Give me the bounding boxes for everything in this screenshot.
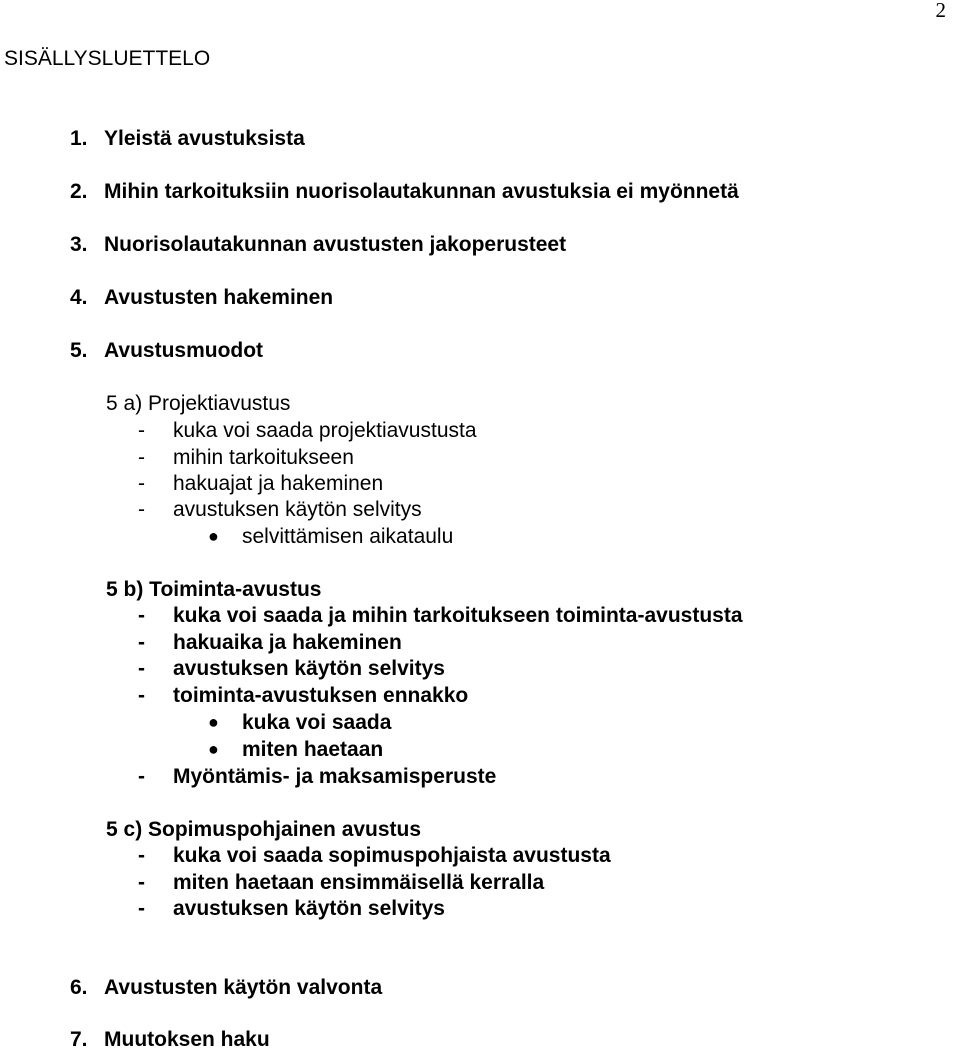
section-heading-5b: 5 b) Toiminta-avustus (106, 578, 322, 601)
section-heading-5c: 5 c) Sopimuspohjainen avustus (106, 818, 422, 841)
dash-item (138, 446, 354, 470)
dash-item (138, 498, 422, 522)
toc-item-2 (70, 180, 739, 204)
toc-item-label: Yleistä avustuksista (104, 127, 305, 150)
bullet-icon: ● (208, 712, 219, 732)
dash-item (138, 631, 402, 655)
toc-item-3 (70, 233, 566, 257)
toc-item-label: Muutoksen haku (104, 1028, 270, 1051)
dash-marker: - (138, 498, 145, 521)
dash-item (138, 419, 477, 443)
dash-item (138, 472, 383, 496)
dash-item (138, 604, 743, 628)
dash-item-label: hakuajat ja hakeminen (173, 472, 384, 495)
toc-item-label: Nuorisolautakunnan avustusten jakoperusteet (104, 233, 567, 256)
dash-item-label: toiminta-avustuksen ennakko (173, 684, 469, 707)
bullet-item-label: selvittämisen aikataulu (242, 525, 454, 548)
toc-item-6 (70, 976, 382, 1000)
toc-item-label: Mihin tarkoituksiin nuorisolautakunnan avustuksia ei myönnetä (104, 180, 739, 203)
toc-item-1 (70, 127, 305, 151)
dash-marker: - (138, 844, 145, 867)
toc-item-number: 5. (70, 339, 88, 362)
dash-item-label: kuka voi saada sopimuspohjaista avustusta (173, 844, 611, 867)
dash-item-label: avustuksen käytön selvitys (173, 657, 445, 680)
page-number: 2 (935, 0, 946, 22)
toc-item-number: 2. (70, 180, 88, 203)
dash-item-label: avustuksen käytön selvitys (173, 498, 422, 521)
toc-item-5 (70, 339, 263, 363)
dash-marker: - (138, 419, 145, 442)
toc-item-4 (70, 286, 333, 310)
dash-item-label: mihin tarkoitukseen (173, 446, 354, 469)
dash-marker: - (138, 765, 145, 788)
page-title: SISÄLLYSLUETTELO (4, 47, 211, 70)
dash-marker: - (138, 446, 145, 469)
toc-item-number: 1. (70, 127, 88, 150)
dash-marker: - (138, 684, 145, 707)
bullet-icon: ● (208, 739, 219, 759)
bullet-item (208, 738, 383, 762)
dash-item-label: kuka voi saada projektiavustusta (173, 419, 477, 442)
dash-marker: - (138, 897, 145, 920)
toc-item-label: Avustusmuodot (104, 339, 264, 362)
dash-item-label: avustuksen käytön selvitys (173, 897, 445, 920)
dash-item-label: Myöntämis- ja maksamisperuste (173, 765, 497, 788)
toc-item-number: 7. (70, 1028, 88, 1051)
dash-item-label: kuka voi saada ja mihin tarkoitukseen toiminta-avustusta (173, 604, 743, 627)
toc-item-label: Avustusten hakeminen (104, 286, 334, 309)
dash-marker: - (138, 657, 145, 680)
toc-item-number: 3. (70, 233, 88, 256)
toc-item-number: 4. (70, 286, 88, 309)
dash-item-label: miten haetaan ensimmäisellä kerralla (173, 871, 545, 894)
dash-item (138, 684, 468, 708)
dash-item (138, 897, 445, 921)
bullet-item (208, 525, 453, 549)
dash-item-label: hakuaika ja hakeminen (173, 631, 402, 654)
bullet-item (208, 711, 391, 735)
dash-marker: - (138, 631, 145, 654)
section-heading-5a: 5 a) Projektiavustus (106, 392, 291, 415)
dash-item (138, 844, 611, 868)
dash-marker: - (138, 472, 145, 495)
dash-marker: - (138, 871, 145, 894)
toc-item-7 (70, 1028, 270, 1052)
bullet-item-label: kuka voi saada (242, 711, 392, 734)
toc-item-label: Avustusten käytön valvonta (104, 976, 383, 999)
dash-item (138, 657, 445, 681)
toc-item-number: 6. (70, 976, 88, 999)
bullet-icon: ● (208, 526, 219, 546)
dash-item (138, 871, 544, 895)
bullet-item-label: miten haetaan (242, 738, 384, 761)
dash-item (138, 765, 496, 789)
dash-marker: - (138, 604, 145, 627)
